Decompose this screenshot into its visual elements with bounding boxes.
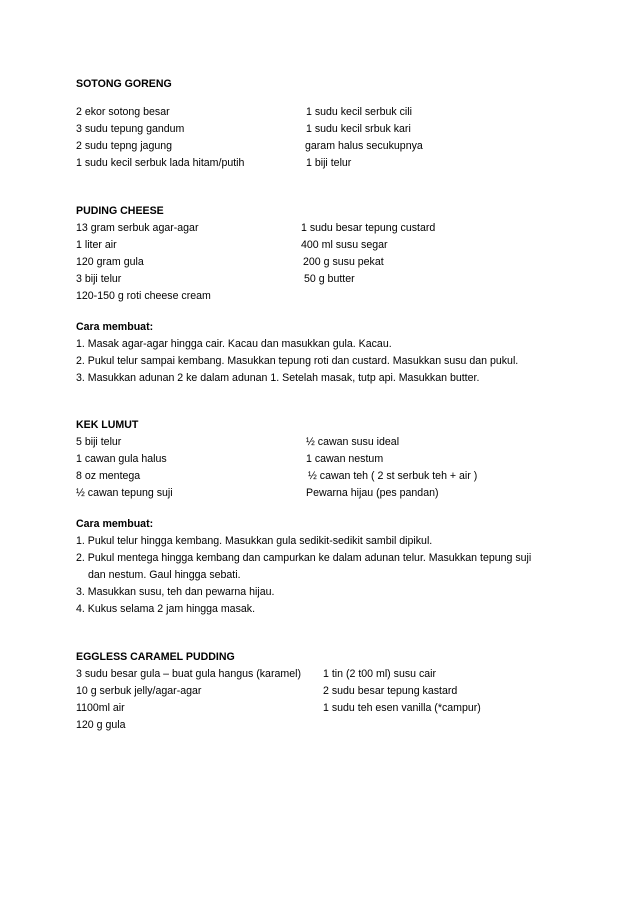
method-step: 1. Masak agar-agar hingga cair. Kacau dan masukkan gula. Kacau. <box>76 338 392 350</box>
ingredient-left: 5 biji telur <box>76 436 122 448</box>
ingredient-left: 1 cawan gula halus <box>76 453 167 465</box>
ingredient-left: 2 ekor sotong besar <box>76 106 170 118</box>
ingredient-right: 1 cawan nestum <box>306 453 384 465</box>
recipe-title-eggless-caramel-pudding: EGGLESS CARAMEL PUDDING <box>76 651 235 663</box>
recipe-title-puding-cheese: PUDING CHEESE <box>76 205 164 217</box>
ingredient-left: 10 g serbuk jelly/agar-agar <box>76 685 202 697</box>
method-heading: Cara membuat: <box>76 321 154 333</box>
method-step: 2. Pukul telur sampai kembang. Masukkan tepung roti dan custard. Masukkan susu dan pukul. <box>76 355 519 367</box>
ingredient-left: 3 sudu besar gula – buat gula hangus (karamel) <box>76 668 301 680</box>
ingredient-left: 1 liter air <box>76 239 117 251</box>
method-step: 3. Masukkan susu, teh dan pewarna hijau. <box>76 586 275 598</box>
ingredient-right: 1 sudu besar tepung custard <box>301 222 436 234</box>
ingredient-right: 400 ml susu segar <box>301 239 388 251</box>
ingredient-left: 3 biji telur <box>76 273 122 285</box>
ingredient-right: 50 g butter <box>304 273 355 285</box>
ingredient-right: ½ cawan teh ( 2 st serbuk teh + air ) <box>308 470 478 482</box>
recipe-title-sotong-goreng: SOTONG GORENG <box>76 78 172 90</box>
ingredient-right: ½ cawan susu ideal <box>306 436 400 448</box>
method-step: 4. Kukus selama 2 jam hingga masak. <box>76 603 256 615</box>
ingredient-left: 8 oz mentega <box>76 470 141 482</box>
method-step-continuation: dan nestum. Gaul hingga sebati. <box>88 569 241 581</box>
method-step: 1. Pukul telur hingga kembang. Masukkan gula sedikit-sedikit sambil dipikul. <box>76 535 433 547</box>
recipe-title-kek-lumut: KEK LUMUT <box>76 419 139 431</box>
ingredient-left: 120-150 g roti cheese cream <box>76 290 211 302</box>
ingredient-right: 1 biji telur <box>306 157 352 169</box>
ingredient-left: ½ cawan tepung suji <box>76 487 173 499</box>
ingredient-right: 2 sudu besar tepung kastard <box>323 685 458 697</box>
ingredient-left: 2 sudu tepng jagung <box>76 140 173 152</box>
ingredient-left: 1100ml air <box>76 702 125 714</box>
ingredient-right: 1 sudu kecil serbuk cili <box>306 106 412 118</box>
ingredient-right: 1 sudu kecil srbuk kari <box>306 123 411 135</box>
method-step: 2. Pukul mentega hingga kembang dan campurkan ke dalam adunan telur. Masukkan tepung suji <box>76 552 532 564</box>
ingredient-left: 120 gram gula <box>76 256 144 268</box>
ingredient-left: 13 gram serbuk agar-agar <box>76 222 199 234</box>
ingredient-right: 1 sudu teh esen vanilla (*campur) <box>323 702 481 714</box>
ingredient-right: 200 g susu pekat <box>303 256 384 268</box>
ingredient-left: 3 sudu tepung gandum <box>76 123 185 135</box>
ingredient-right: garam halus secukupnya <box>305 140 423 152</box>
ingredient-right: 1 tin (2 t00 ml) susu cair <box>323 668 437 680</box>
method-step: 3. Masukkan adunan 2 ke dalam adunan 1. Setelah masak, tutp api. Masukkan butter. <box>76 372 480 384</box>
ingredient-left: 120 g gula <box>76 719 126 731</box>
ingredient-right: Pewarna hijau (pes pandan) <box>306 487 439 499</box>
ingredient-left: 1 sudu kecil serbuk lada hitam/putih <box>76 157 245 169</box>
method-heading: Cara membuat: <box>76 518 154 530</box>
